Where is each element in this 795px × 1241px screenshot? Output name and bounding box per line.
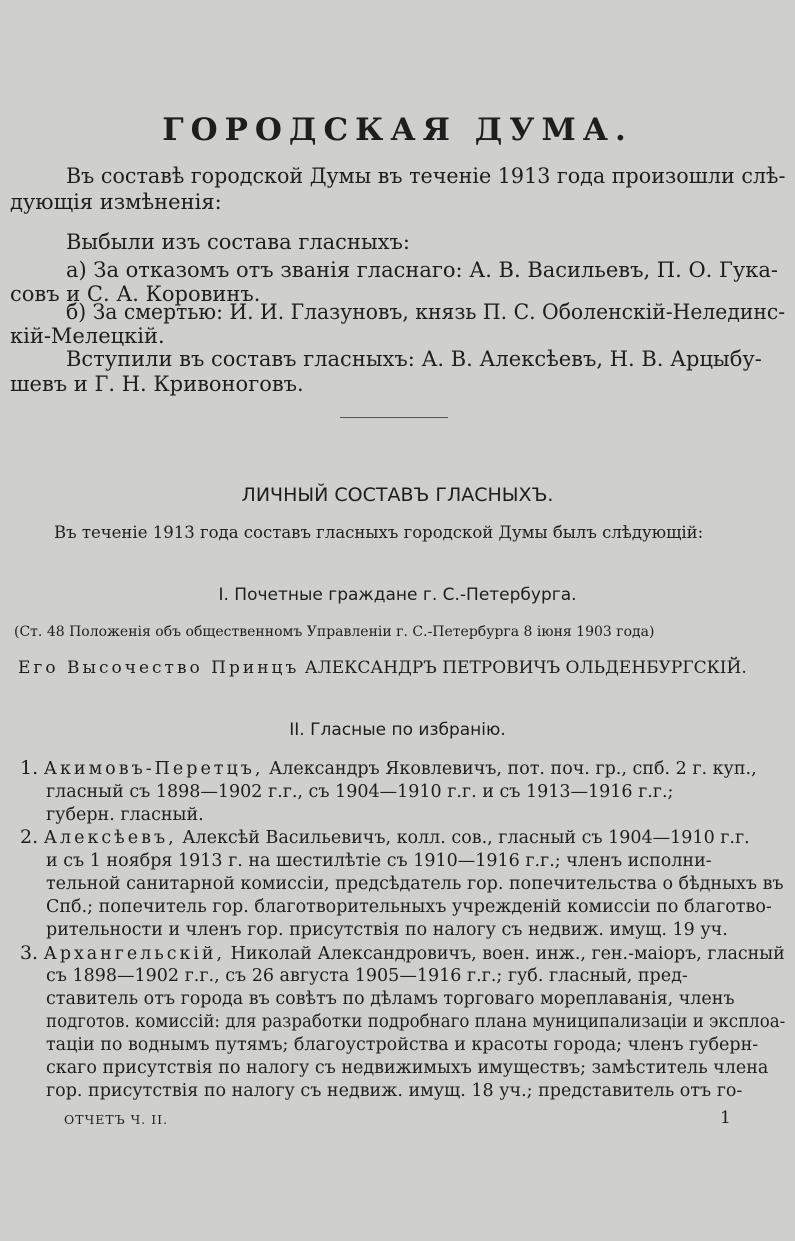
page-title: ГОРОДСКАЯ ДУМА. [162,112,633,148]
item-b-line-1: б) За смертью: И. И. Глазуновъ, князь П. С. Оболенскій-Нелединс- [66,300,786,324]
section-one-reference: (Ст. 48 Положенія объ общественномъ Управленіи г. С.-Петербурга 8 іюня 1903 года) [14,624,655,640]
entry-number: 1. [20,757,39,779]
intro-line-2: дующія измѣненія: [10,190,222,214]
honorary-citizen [18,658,747,678]
entry-3-line-4: подготов. комиссій: для разработки подробнаго плана муниципализаціи и эксплоа- [46,1012,786,1032]
entry-number: 3. [20,942,39,964]
entry-3-line-2: съ 1898—1902 г.г., съ 26 августа 1905—1916 г.г.; губ. гласный, пред- [46,966,688,986]
entry-1-line-3: губерн. гласный. [46,805,204,825]
item-a-line-1: а) За отказомъ отъ званія гласнаго: А. В. Васильевъ, П. О. Гука- [66,258,779,282]
entry-2-line-2: и съ 1 ноября 1913 г. на шестилѣтіе съ 1910—1916 г.г.; членъ исполни- [46,851,712,871]
entry-3-line-7: гор. присутствія по налогу съ недвиж. имущ. 18 уч.; представитель отъ го- [46,1081,743,1101]
entry-text: Николай Александровичъ, воен. инж., ген.-маіоръ, гласный [230,944,785,964]
item-b-line-2: кій-Мелецкій. [10,324,165,348]
entry-3-line-3: ставитель отъ города въ совѣтъ по дѣламъ торговаго мореплаванія, членъ [46,989,735,1009]
section-personal-subtitle: Въ теченіе 1913 года составъ гласныхъ городской Думы былъ слѣдующій: [54,523,704,542]
entry-1-line-2: гласный съ 1898—1902 г.г., съ 1904—1910 г.г. и съ 1913—1916 г.г.; [46,782,674,802]
removed-heading: Выбыли изъ состава гласныхъ: [66,230,410,254]
divider [340,417,448,418]
entry-surname: Архангельскій, [43,944,226,964]
entry-number: 2. [20,826,39,848]
section-one-heading: I. Почетные граждане г. С.-Петербурга. [218,585,577,605]
intro-line-1: Въ составѣ городской Думы въ теченіе 1913 года произошли слѣ- [66,164,786,188]
entry-surname: Алексѣевъ, [43,828,177,848]
entry-2-first-line [20,826,750,850]
joined-line-2: шевъ и Г. Н. Кривоноговъ. [10,372,304,396]
entry-3-first-line [20,942,785,966]
joined-line-1: Вступили въ составъ гласныхъ: А. В. Алексѣевъ, Н. В. Арцыбу- [66,347,762,371]
entry-surname: Акимовъ-Перетцъ, [43,759,264,779]
item-a-line-2: совъ и С. А. Коровинъ. [10,282,261,306]
honorary-prefix: Его Высочество Принцъ [18,658,300,678]
entry-text: Александръ Яковлевичъ, пот. поч. гр., спб. 2 г. куп., [269,759,757,779]
page-number: 1 [720,1108,731,1128]
honorary-name: АЛЕКСАНДРЪ ПЕТРОВИЧЪ ОЛЬДЕНБУРГСКІЙ. [304,658,747,678]
footer-report-label: ОТЧЕТЪ Ч. II. [64,1112,169,1127]
section-two-heading: II. Гласные по избранію. [289,720,506,740]
entry-text: Алексѣй Васильевичъ, колл. сов., гласный съ 1904—1910 г.г. [182,828,750,848]
entry-2-line-3: тельной санитарной комиссіи, предсѣдатель гор. попечительства о бѣдныхъ въ [46,874,784,894]
entry-1-first-line [20,757,757,781]
entry-2-line-5: рительности и членъ гор. присутствія по налогу съ недвиж. имущ. 19 уч. [46,920,728,940]
entry-2-line-4: Спб.; попечитель гор. благотворительныхъ учрежденій комиссіи по благотво- [46,897,772,917]
entry-3-line-6: скаго присутствія по налогу съ недвижимыхъ имуществъ; замѣститель члена [46,1058,769,1078]
entry-3-line-5: таціи по воднымъ путямъ; благоустройства и красоты города; членъ губерн- [46,1035,759,1055]
section-personal-heading: ЛИЧНЫЙ СОСТАВЪ ГЛАСНЫХЪ. [241,484,554,506]
